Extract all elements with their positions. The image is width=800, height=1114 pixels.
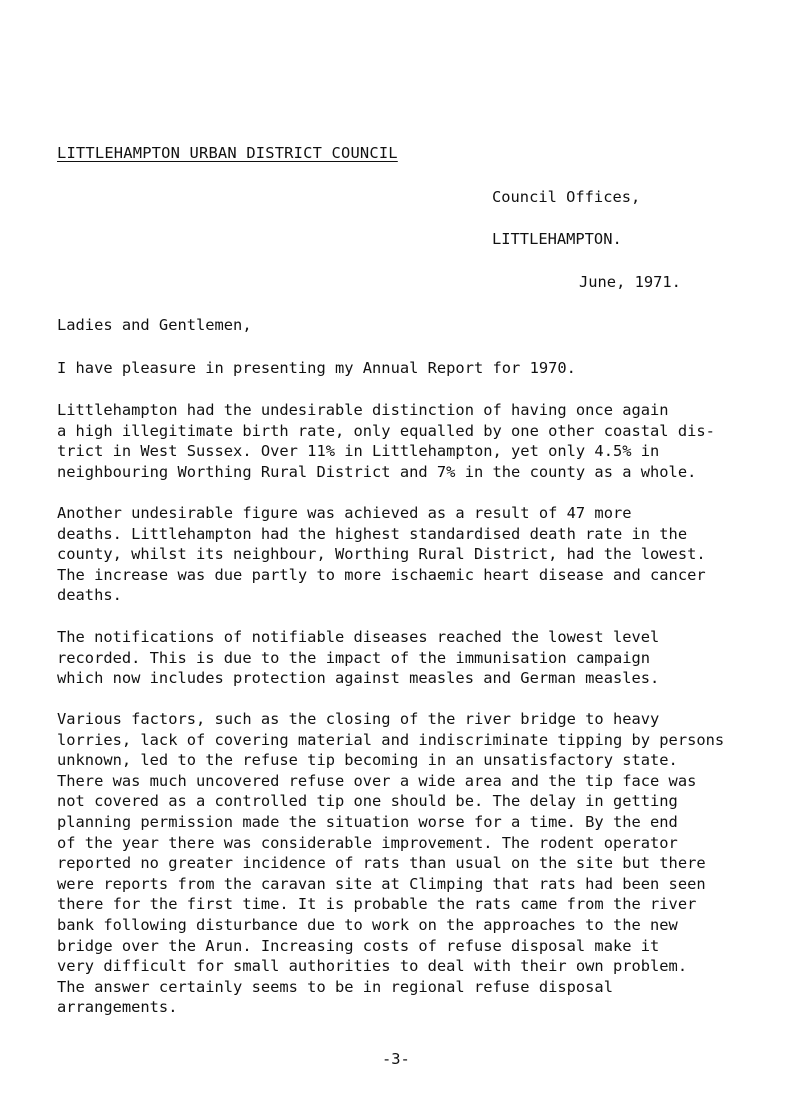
paragraph-notifiable-diseases: The notifications of notifiable diseases reached the lowest level recorded. This is due to the impact of the immunisation campaign which now includes protection against measles and German measles. — [57, 628, 660, 688]
page-number: -3- — [382, 1050, 410, 1068]
address-line-2: LITTLEHAMPTON. — [492, 230, 622, 248]
council-heading: LITTLEHAMPTON URBAN DISTRICT COUNCIL — [57, 144, 398, 162]
paragraph-deaths: Another undesirable figure was achieved as a result of 47 more deaths. Littlehampton had the highest standardised death rate in the county, whilst its neighbour, Worthing Rural District, had the lowest. The increase was due partly to more ischaemic heart disease and cancer deaths. — [57, 504, 706, 605]
report-date: June, 1971. — [579, 273, 681, 291]
paragraph-refuse-tip: Various factors, such as the closing of the river bridge to heavy lorries, lack of covering material and indiscriminate tipping by persons unknown, led to the refuse tip becoming in an unsatisfactory state. There was much uncovered refuse over a wide area and the tip face was not covered as a controlled tip one should be. The delay in getting planning permission made the situation worse for a time. By the end of the year there was considerable improvement. The rodent operator reported no greater incidence of rats than usual on the site but there were reports from the caravan site at Climping that rats had been seen there for the first time. It is probable the rats came from the river bank following disturbance due to work on the approaches to the new bridge over the Arun. Increasing costs of refuse disposal make it very difficult for small authorities to deal with their own problem. The answer certainly seems to be in regional refuse disposal arrangements. — [57, 710, 725, 1017]
paragraph-intro: I have pleasure in presenting my Annual Report for 1970. — [57, 359, 576, 377]
salutation: Ladies and Gentlemen, — [57, 316, 252, 334]
paragraph-birth-rate: Littlehampton had the undesirable distinction of having once again a high illegitimate birth rate, only equalled by one other coastal dis- trict in West Sussex. Over 11% in Littlehampton, yet only 4.5% in neighbouring Worthing Rural District and 7% in the county as a whole. — [57, 401, 715, 481]
address-line-1: Council Offices, — [492, 188, 641, 206]
